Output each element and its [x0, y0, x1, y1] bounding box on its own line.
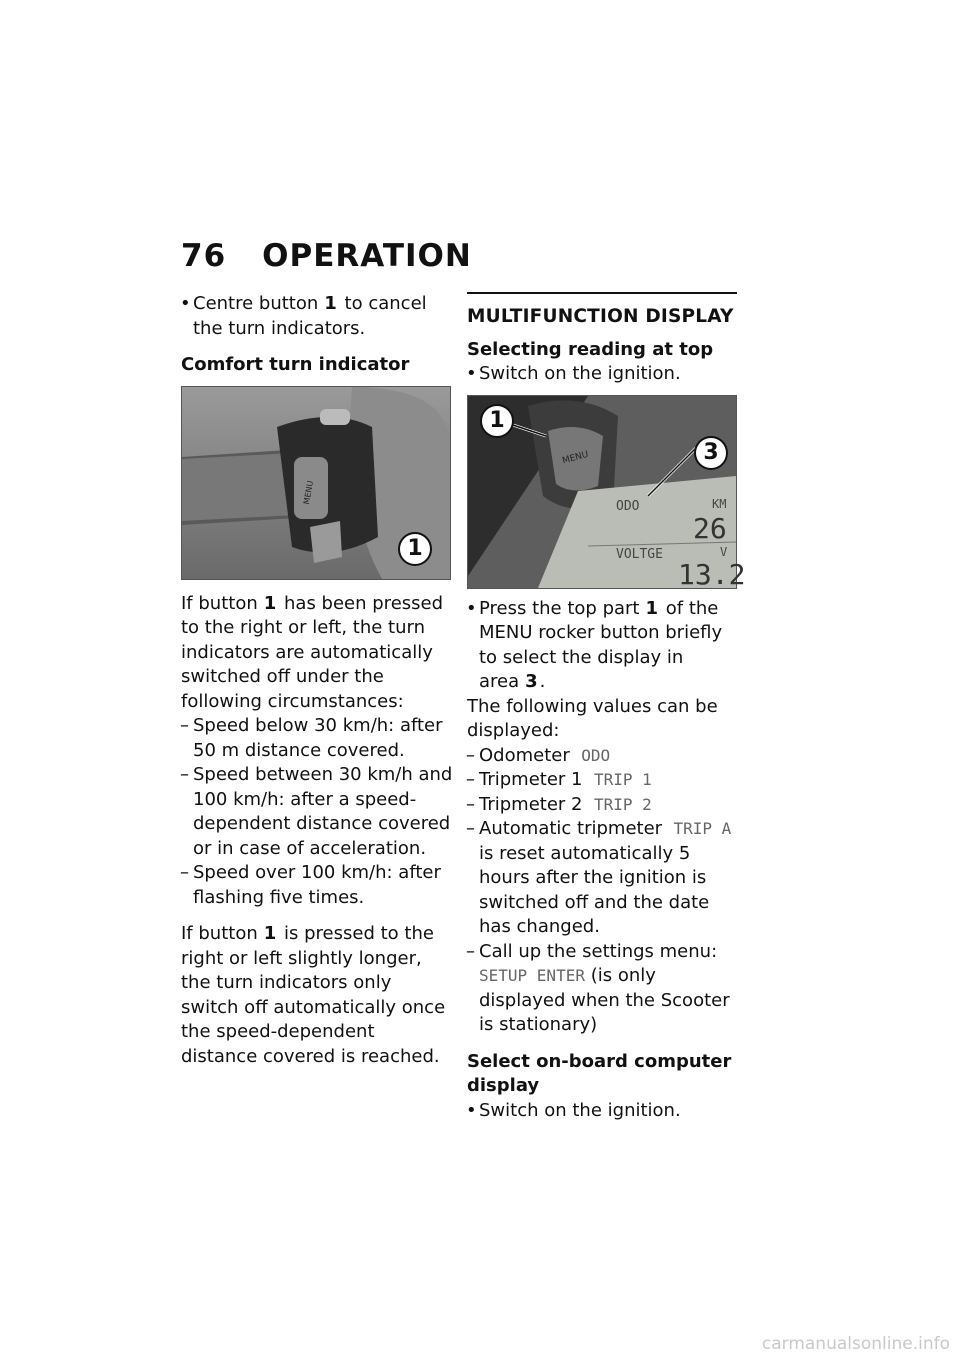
para-longer-press: If button 1 is pressed to the right or left slightly longer, the turn indicators only switch off automatically once the speed-dependent distance covered is reached.	[181, 923, 446, 1067]
page-title: OPERATION	[262, 238, 472, 274]
page-header	[181, 238, 472, 274]
svg-text:13.2: 13.2	[678, 557, 746, 591]
values-intro: The following values can be displayed:	[467, 695, 718, 741]
handlebar-figure	[181, 386, 451, 580]
bullet-ignition: • Switch on the ignition.	[467, 362, 739, 387]
right-column	[467, 292, 746, 1123]
condition-item: – Speed below 30 km/h: after 50 m distance covered.	[181, 714, 453, 763]
press-bullet: • Press the top part 1 of the MENU rocker button briefly to select the display in area 3 .	[467, 597, 739, 695]
svg-text:MENU: MENU	[561, 449, 590, 466]
value-item-auto: – Automatic tripmeter TRIP A is reset automatically 5 hours after the ignition is switched off and the date has changed.	[467, 817, 739, 940]
para-automatic-off: If button 1 has been pressed to the right or left, the turn indicators are automatically switched off under the following circumstances:	[181, 592, 444, 712]
comfort-heading: Comfort turn indicator	[181, 354, 410, 375]
svg-text:V: V	[720, 544, 728, 559]
value-item: – Odometer ODO	[467, 744, 739, 769]
value-item-setup: – Call up the settings menu: SETUP ENTER (is only displayed when the Scooter is stationary)	[467, 940, 739, 1038]
bullet-ignition: • Switch on the ignition.	[467, 1099, 739, 1124]
subheading-reading-top: Selecting reading at top	[467, 338, 714, 360]
condition-item: – Speed between 30 km/h and 100 km/h: after a speed-dependent distance covered or in case of acceleration.	[181, 763, 453, 861]
svg-text:VOLTGE: VOLTGE	[616, 546, 663, 562]
callout-1: 1	[398, 532, 432, 566]
svg-text:KM: KM	[712, 496, 727, 511]
callout-1: 1	[480, 404, 514, 438]
value-item: – Tripmeter 2 TRIP 2	[467, 793, 739, 818]
svg-text:ODO: ODO	[616, 498, 640, 514]
section-title: MULTIFUNCTION DISPLAY	[467, 292, 737, 330]
left-column	[181, 292, 453, 1069]
display-figure	[467, 395, 746, 591]
svg-text:MENU: MENU	[302, 479, 316, 505]
subheading-onboard: Select on-board computer display	[467, 1050, 732, 1096]
callout-3: 3	[694, 436, 728, 470]
intro-bullet: • Centre button 1 to cancel the turn indicators.	[181, 292, 453, 341]
value-item: – Tripmeter 1 TRIP 1	[467, 768, 739, 793]
svg-text:26: 26	[693, 511, 727, 545]
footer-watermark: carmanualsonline.info	[761, 1334, 950, 1354]
condition-item: – Speed over 100 km/h: after flashing five times.	[181, 861, 453, 910]
page-number: 76	[181, 238, 227, 274]
